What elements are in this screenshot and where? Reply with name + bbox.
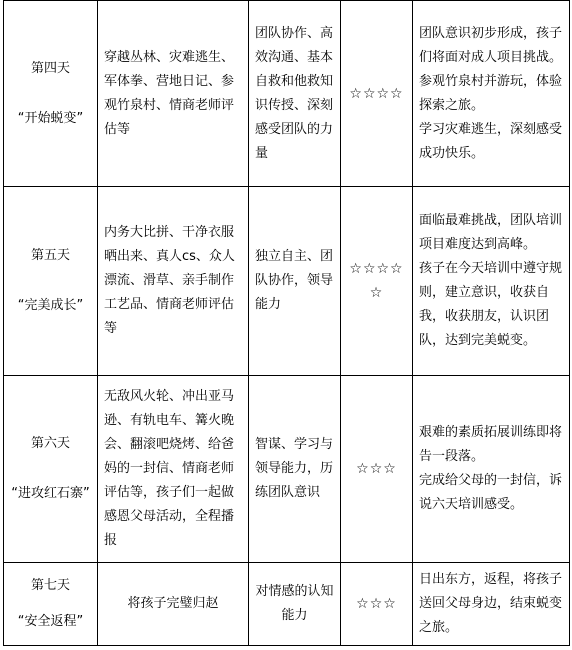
star-rating: ☆☆☆ bbox=[341, 563, 413, 646]
schedule-table bbox=[3, 0, 570, 646]
notes-cell bbox=[413, 376, 570, 563]
table-row bbox=[4, 1, 570, 187]
day-theme: “开始蜕变” bbox=[17, 110, 84, 126]
day-theme: “完美成长” bbox=[17, 298, 84, 313]
note-line: 日出东方，返程，将孩子送回父母身边，结束蜕变之旅。 bbox=[419, 572, 563, 635]
activities-cell: 无敌风火轮、冲出亚马逊、有轨电车、篝火晚会、翻滚吧烧烤、给爸妈的一封信、情商老师评估等，孩子们一起做感恩父母活动，全程播报 bbox=[98, 376, 249, 563]
note-line: 参观竹泉村并游玩，体验探索之旅。 bbox=[419, 73, 563, 113]
activities-cell: 穿越丛林、灾难逃生、军体拳、营地日记、参观竹泉村、情商老师评估等 bbox=[98, 1, 249, 187]
note-line: 完成给父母的一封信，诉说六天培训感受。 bbox=[419, 473, 563, 512]
day-label: 第六天 bbox=[30, 436, 70, 451]
star-rating: ☆☆☆☆ bbox=[341, 1, 413, 187]
star-rating: ☆☆☆ bbox=[341, 376, 413, 563]
day-label: 第七天 bbox=[30, 578, 70, 593]
goals-cell: 智谋、学习与领导能力，历练团队意识 bbox=[249, 376, 341, 563]
day-theme: “安全返程” bbox=[17, 614, 84, 629]
goals-cell: 对情感的认知能力 bbox=[249, 563, 341, 646]
notes-cell bbox=[413, 1, 570, 187]
note-line: 学习灾难逃生，深刻感受成功快乐。 bbox=[419, 121, 563, 161]
note-line: 面临最难挑战，团队培训项目难度达到高峰。 bbox=[419, 213, 563, 252]
notes-cell bbox=[413, 187, 570, 376]
day-cell bbox=[4, 376, 98, 563]
goals-cell: 团队协作、高效沟通、基本自救和他救知识传授、深刻感受团队的力量 bbox=[249, 1, 341, 187]
goals-cell: 独立自主、团队协作，领导能力 bbox=[249, 187, 341, 376]
star-rating: ☆☆☆☆☆ bbox=[341, 187, 413, 376]
note-line: 团队意识初步形成，孩子们将面对成人项目挑战。 bbox=[419, 25, 563, 65]
notes-cell bbox=[413, 563, 570, 646]
activities-cell: 将孩子完璧归赵 bbox=[98, 563, 249, 646]
day-cell bbox=[4, 187, 98, 376]
day-label: 第四天 bbox=[30, 60, 70, 76]
table-row bbox=[4, 376, 570, 563]
day-cell bbox=[4, 1, 98, 187]
table-row bbox=[4, 187, 570, 376]
day-theme: “进攻红石寨” bbox=[11, 486, 90, 501]
day-cell bbox=[4, 563, 98, 646]
table-row bbox=[4, 563, 570, 646]
note-line: 艰难的素质拓展训练即将告一段落。 bbox=[419, 425, 563, 464]
activities-cell: 内务大比拼、干净衣服晒出来、真人cs、众人漂流、滑草、亲手制作工艺品、情商老师评估等 bbox=[98, 187, 249, 376]
note-line: 孩子在今天培训中遵守规则，建立意识，收获自我，收获朋友，认识团队，达到完美蜕变。 bbox=[419, 261, 563, 348]
day-label: 第五天 bbox=[30, 248, 70, 263]
